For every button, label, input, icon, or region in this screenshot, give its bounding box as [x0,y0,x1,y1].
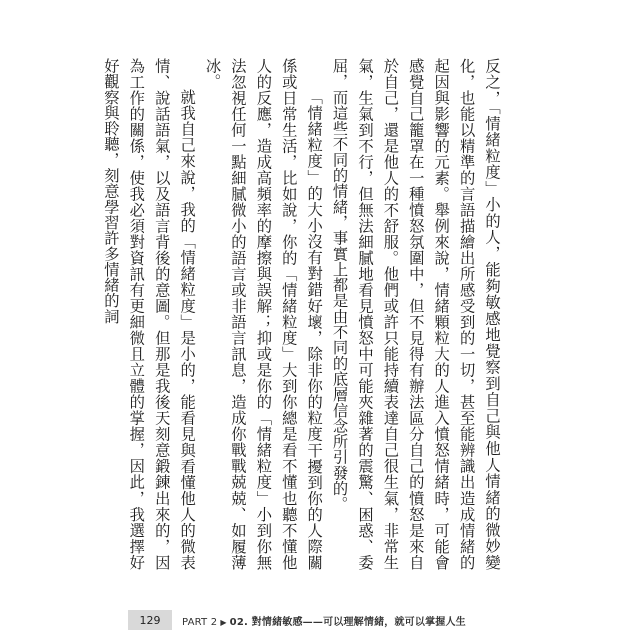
page-number: 129 [128,610,172,630]
paragraph-3: 就我自己來說，我的「情緒粒度」是小的，能看見與看懂他人的微表情、說話語氣，以及語言背後的意圖。但那是我後天刻意鍛鍊出來的，因為工作的關係，使我必須對資訊有更細微且立體的掌握，因此，我選擇好好觀察與聆聽，刻意學習許多情緒的詞 [101,58,197,570]
page-footer [128,610,528,630]
running-head [182,613,466,628]
paragraph-1: 反之，「情緒粒度」小的人，能夠敏感地覺察到自己與他人情緒的微妙變化，也能以精準的言語描繪出所感受到的一切，甚至能辨識出造成情緒的起因與影響的元素。舉例來說，情緒顆粒大的人進入憤怒情緒時，可能會感覺自己籠罩在一種憤怒氛圍中，但不見得有辦法區分自己的憤怒是來自於自己，還是他人的不舒服。他們或許只能持續表達自己很生氣，非常生氣，生氣到不行，但無法細膩地看見憤怒中可能夾雜著的震驚、困惑、委屈，而這些不同的情緒，事實上都是由不同的底層信念所引發的。 [330,58,501,570]
paragraph-2: 「情緒粒度」的大小沒有對錯好壞，除非你的粒度干擾到你的人際關係或日常生活，比如說，你的「情緒粒度」大到你總是看不懂也聽不懂他人的反應，造成高頻率的摩擦與誤解；抑或是你的「情緒粒度」小到你無法忽視任何一點細膩微小的語言或非語言訊息，造成你戰戰兢兢、如履薄冰。 [203,58,324,570]
part-label: PART 2 [182,616,218,628]
chapter-title: 02. 對情緒敏感——可以理解情緒，就可以掌握人生 [229,616,466,628]
body-text [101,58,504,570]
arrow-icon: ▶ [220,617,227,627]
